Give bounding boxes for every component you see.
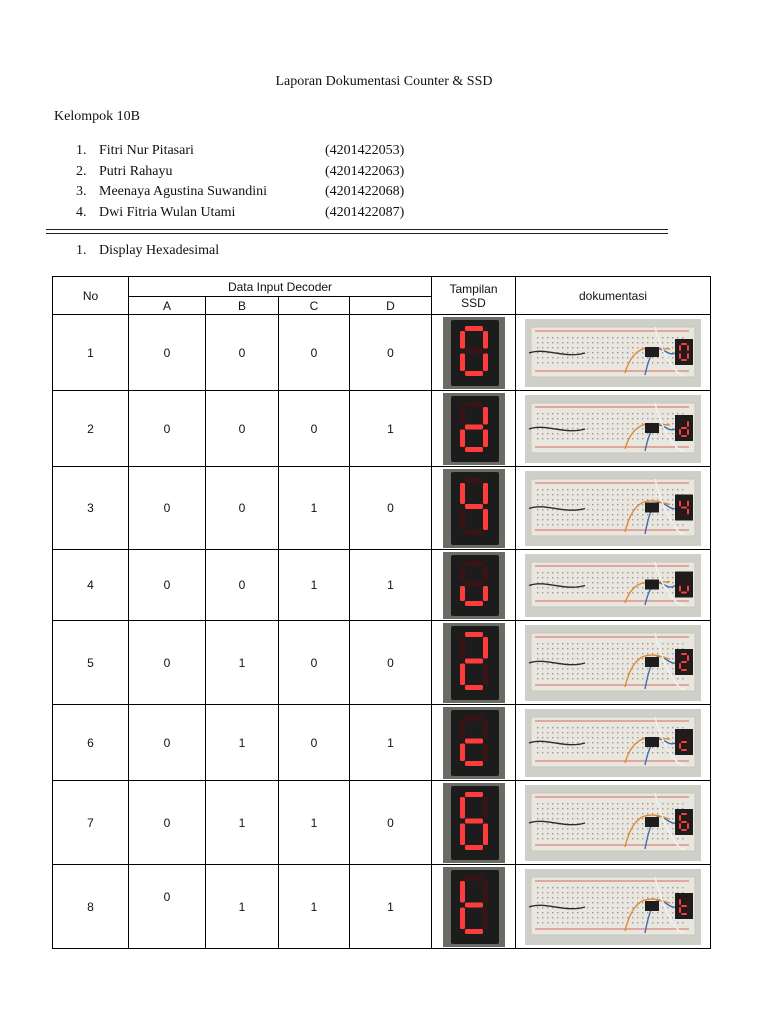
header-data-input: Data Input Decoder: [129, 277, 432, 297]
segment-g: [465, 581, 483, 586]
cell-value: 5: [87, 655, 94, 670]
segment-a: [681, 575, 687, 577]
decoder-chip: [645, 817, 659, 827]
segment-a: [681, 343, 687, 345]
cell-a: [129, 865, 206, 949]
segment-g: [681, 427, 687, 429]
breadboard-photo: [525, 554, 701, 617]
segment-e: [460, 509, 465, 530]
cell-d: [350, 391, 432, 467]
seven-segment-photo: [443, 469, 505, 548]
table-row: [53, 315, 711, 391]
member-item: [76, 203, 476, 224]
cell-value: 0: [238, 421, 246, 436]
cell-value: 1: [387, 899, 394, 914]
cell-c: [279, 781, 350, 865]
breadboard-photo: [525, 471, 701, 546]
segment-c: [687, 743, 689, 749]
cell-value: 0: [163, 421, 171, 436]
segment-a: [681, 813, 687, 815]
table-body: [53, 315, 711, 949]
member-nim: (4201422068): [325, 184, 405, 199]
seven-segment-photo: [443, 552, 505, 619]
seven-segment-photo: [443, 867, 505, 947]
segment-a: [465, 478, 483, 483]
cell-value: 0: [163, 345, 171, 360]
member-number: 2.: [76, 163, 87, 179]
cell-no: [53, 621, 129, 705]
segment-g: [681, 351, 687, 353]
cell-value: 0: [387, 655, 394, 670]
cell-value: 0: [163, 578, 171, 592]
segment-e: [679, 663, 681, 669]
cell-ssd: [432, 550, 516, 621]
segment-c: [687, 907, 689, 913]
segment-d: [681, 359, 687, 361]
cell-doc: [516, 865, 711, 949]
segment-c: [483, 663, 488, 685]
decoder-chip: [645, 901, 659, 911]
cell-value: 0: [163, 735, 171, 750]
cell-c: [279, 865, 350, 949]
header-no: No: [53, 277, 129, 315]
segment-a: [465, 402, 483, 407]
segment-c: [483, 823, 488, 845]
segment-d: [681, 913, 687, 915]
segment-b: [687, 655, 689, 661]
cell-value: 4: [87, 578, 94, 592]
segment-a: [681, 498, 687, 500]
cell-value: 2: [87, 421, 94, 436]
segment-f: [460, 797, 465, 819]
segment-e: [460, 663, 465, 685]
segment-g: [465, 902, 483, 907]
segment-c: [483, 907, 488, 929]
segment-f: [460, 566, 465, 581]
segment-a: [465, 632, 483, 637]
segment-e: [460, 907, 465, 929]
segment-c: [483, 586, 488, 601]
cell-doc: [516, 550, 711, 621]
segment-d: [681, 749, 687, 751]
segment-e: [679, 353, 681, 359]
seven-segment-photo: [443, 623, 505, 703]
segment-g: [681, 506, 687, 508]
member-number: 3.: [76, 184, 87, 199]
segment-a: [681, 897, 687, 899]
segment-e: [679, 585, 681, 591]
decoder-chip: [645, 347, 659, 357]
segment-b: [483, 566, 488, 581]
cell-doc: [516, 705, 711, 781]
cell-no: [53, 391, 129, 467]
table-row: [53, 781, 711, 865]
segment-g: [465, 424, 483, 429]
header-a: A: [129, 297, 206, 315]
segment-a: [465, 876, 483, 881]
cell-b: [206, 315, 279, 391]
segment-a: [681, 653, 687, 655]
segment-d: [465, 761, 483, 766]
segment-e: [460, 429, 465, 447]
segment-f: [679, 735, 681, 741]
segment-c: [687, 585, 689, 591]
cell-value: 1: [310, 578, 318, 592]
member-item: [76, 162, 476, 183]
cell-ssd: [432, 391, 516, 467]
cell-value: 1: [310, 815, 318, 830]
segment-g: [465, 818, 483, 823]
segment-d: [465, 371, 483, 376]
segment-f: [679, 421, 681, 427]
decoder-chip: [645, 657, 659, 667]
cell-no: [53, 781, 129, 865]
breadboard-photo: [525, 869, 701, 945]
decoder-chip: [645, 737, 659, 747]
segment-b: [687, 421, 689, 427]
cell-ssd: [432, 467, 516, 550]
cell-doc: [516, 621, 711, 705]
cell-value: 1: [87, 345, 94, 360]
segment-g: [465, 738, 483, 743]
document-title: Laporan Dokumentasi Counter & SSD: [275, 74, 493, 89]
segment-c: [687, 429, 689, 435]
member-name: Meenaya Agustina Suwandini: [99, 184, 267, 199]
cell-d: [350, 550, 432, 621]
cell-value: 0: [163, 889, 171, 904]
segment-e: [460, 353, 465, 371]
segment-f: [460, 721, 465, 739]
seven-segment-photo: [443, 393, 505, 465]
cell-b: [206, 621, 279, 705]
cell-b: [206, 467, 279, 550]
segment-d: [465, 447, 483, 452]
header-ssd: [432, 277, 516, 315]
segment-f: [679, 577, 681, 583]
member-name: Fitri Nur Pitasari: [99, 143, 194, 158]
table-row: [53, 550, 711, 621]
segment-f: [460, 637, 465, 659]
cell-a: [129, 391, 206, 467]
segment-d: [681, 591, 687, 593]
divider-line: [46, 229, 668, 230]
cell-value: 1: [387, 578, 394, 592]
segment-f: [460, 483, 465, 504]
segment-d: [681, 669, 687, 671]
segment-d: [465, 530, 483, 535]
breadboard-photo: [525, 625, 701, 701]
segment-b: [687, 899, 689, 905]
member-item: [76, 141, 476, 162]
cell-value: 1: [238, 815, 246, 830]
cell-value: 1: [387, 735, 394, 750]
segment-a: [681, 733, 687, 735]
seven-segment-photo: [443, 783, 505, 863]
segment-e: [460, 586, 465, 601]
segment-b: [483, 331, 488, 349]
segment-g: [465, 504, 483, 509]
segment-a: [465, 716, 483, 721]
cell-ssd: [432, 621, 516, 705]
cell-a: [129, 781, 206, 865]
segment-d: [465, 601, 483, 606]
cell-b: [206, 391, 279, 467]
segment-c: [687, 663, 689, 669]
cell-value: 0: [238, 345, 246, 360]
cell-a: [129, 315, 206, 391]
cell-doc: [516, 391, 711, 467]
cell-value: 1: [310, 899, 318, 914]
segment-b: [687, 500, 689, 506]
segment-g: [681, 583, 687, 585]
table-row: [53, 705, 711, 781]
table-row: [53, 621, 711, 705]
cell-ssd: [432, 315, 516, 391]
cell-value: 7: [87, 815, 94, 830]
header-ssd-line1: Tampilan: [449, 281, 498, 296]
cell-c: [279, 550, 350, 621]
cell-no: [53, 315, 129, 391]
table-row: [53, 391, 711, 467]
cell-value: 1: [238, 735, 246, 750]
seven-segment-photo: [443, 317, 505, 389]
cell-no: [53, 550, 129, 621]
cell-c: [279, 621, 350, 705]
segment-c: [483, 743, 488, 761]
cell-doc: [516, 467, 711, 550]
segment-g: [681, 905, 687, 907]
cell-value: 0: [310, 421, 318, 436]
cell-value: 0: [163, 655, 171, 670]
segment-b: [483, 407, 488, 425]
segment-a: [465, 792, 483, 797]
cell-value: 0: [310, 345, 318, 360]
cell-d: [350, 315, 432, 391]
segment-g: [465, 348, 483, 353]
table-row: [53, 467, 711, 550]
segment-f: [679, 899, 681, 905]
segment-g: [465, 658, 483, 663]
member-nim: (4201422087): [325, 204, 405, 220]
segment-a: [681, 419, 687, 421]
segment-c: [483, 429, 488, 447]
segment-e: [679, 508, 681, 514]
member-nim: (4201422053): [325, 143, 405, 158]
segment-g: [681, 741, 687, 743]
cell-a: [129, 467, 206, 550]
cell-a: [129, 550, 206, 621]
cell-b: [206, 865, 279, 949]
segment-b: [483, 881, 488, 903]
cell-ssd: [432, 781, 516, 865]
segment-e: [460, 743, 465, 761]
cell-value: 0: [163, 501, 171, 515]
member-name: Putri Rahayu: [99, 163, 173, 179]
segment-d: [465, 845, 483, 850]
cell-value: 1: [238, 899, 246, 914]
seven-segment-photo: [443, 707, 505, 779]
segment-b: [687, 577, 689, 583]
cell-d: [350, 621, 432, 705]
header-ssd-line2: SSD: [461, 295, 486, 310]
cell-ssd: [432, 865, 516, 949]
member-nim: (4201422063): [325, 163, 405, 179]
segment-c: [483, 353, 488, 371]
segment-b: [687, 735, 689, 741]
member-item: [76, 182, 476, 203]
segment-f: [679, 815, 681, 821]
cell-value: 0: [310, 655, 318, 670]
cell-value: 3: [87, 501, 94, 515]
cell-value: 0: [238, 578, 246, 592]
cell-value: 1: [238, 655, 246, 670]
segment-f: [460, 331, 465, 349]
cell-no: [53, 865, 129, 949]
segment-a: [465, 326, 483, 331]
cell-value: 8: [87, 899, 94, 914]
breadboard-photo: [525, 319, 701, 387]
cell-doc: [516, 781, 711, 865]
cell-doc: [516, 315, 711, 391]
cell-value: 0: [387, 815, 394, 830]
cell-c: [279, 467, 350, 550]
cell-value: 0: [238, 501, 246, 515]
segment-g: [681, 821, 687, 823]
cell-no: [53, 705, 129, 781]
segment-e: [679, 907, 681, 913]
cell-b: [206, 781, 279, 865]
breadboard: [531, 562, 695, 607]
segment-e: [460, 823, 465, 845]
breadboard-photo: [525, 395, 701, 463]
segment-a: [465, 561, 483, 566]
decoder-chip: [645, 579, 659, 589]
segment-f: [679, 345, 681, 351]
decoder-chip: [645, 423, 659, 433]
segment-d: [465, 685, 483, 690]
cell-value: 0: [387, 501, 394, 515]
member-number: 4.: [76, 204, 87, 220]
header-d: D: [350, 297, 432, 315]
segment-b: [687, 345, 689, 351]
cell-d: [350, 467, 432, 550]
breadboard-photo: [525, 785, 701, 861]
breadboard-photo: [525, 709, 701, 777]
segment-c: [483, 509, 488, 530]
cell-b: [206, 550, 279, 621]
segment-d: [681, 514, 687, 516]
cell-a: [129, 621, 206, 705]
cell-d: [350, 705, 432, 781]
member-number: 1.: [76, 143, 87, 158]
segment-f: [679, 655, 681, 661]
segment-b: [483, 483, 488, 504]
segment-c: [687, 508, 689, 514]
segment-d: [681, 435, 687, 437]
segment-e: [679, 429, 681, 435]
segment-b: [483, 797, 488, 819]
segment-f: [679, 500, 681, 506]
cell-c: [279, 391, 350, 467]
member-name: Dwi Fitria Wulan Utami: [99, 204, 236, 220]
segment-b: [483, 637, 488, 659]
decoder-chip: [645, 502, 659, 512]
section-title: Display Hexadesimal: [99, 243, 220, 258]
cell-value: 0: [163, 815, 171, 830]
hex-display-table: [52, 276, 711, 949]
segment-b: [483, 721, 488, 739]
cell-value: 0: [387, 345, 394, 360]
segment-e: [679, 823, 681, 829]
cell-c: [279, 705, 350, 781]
cell-no: [53, 467, 129, 550]
segment-c: [687, 823, 689, 829]
cell-a: [129, 705, 206, 781]
header-c: C: [279, 297, 350, 315]
segment-f: [460, 407, 465, 425]
table-row: [53, 865, 711, 949]
cell-value: 1: [310, 501, 318, 515]
cell-d: [350, 781, 432, 865]
cell-value: 0: [310, 735, 318, 750]
section-number: 1.: [76, 243, 87, 258]
segment-f: [460, 881, 465, 903]
cell-value: 6: [87, 735, 94, 750]
cell-b: [206, 705, 279, 781]
cell-ssd: [432, 705, 516, 781]
cell-d: [350, 865, 432, 949]
segment-c: [687, 353, 689, 359]
segment-d: [681, 829, 687, 831]
divider-line: [46, 233, 668, 234]
segment-d: [465, 929, 483, 934]
member-list: [76, 141, 476, 223]
segment-e: [679, 743, 681, 749]
group-name: Kelompok 10B: [54, 109, 140, 124]
segment-b: [687, 815, 689, 821]
segment-g: [681, 661, 687, 663]
cell-c: [279, 315, 350, 391]
header-b: B: [206, 297, 279, 315]
header-doc: dokumentasi: [516, 277, 711, 315]
cell-value: 1: [387, 421, 394, 436]
